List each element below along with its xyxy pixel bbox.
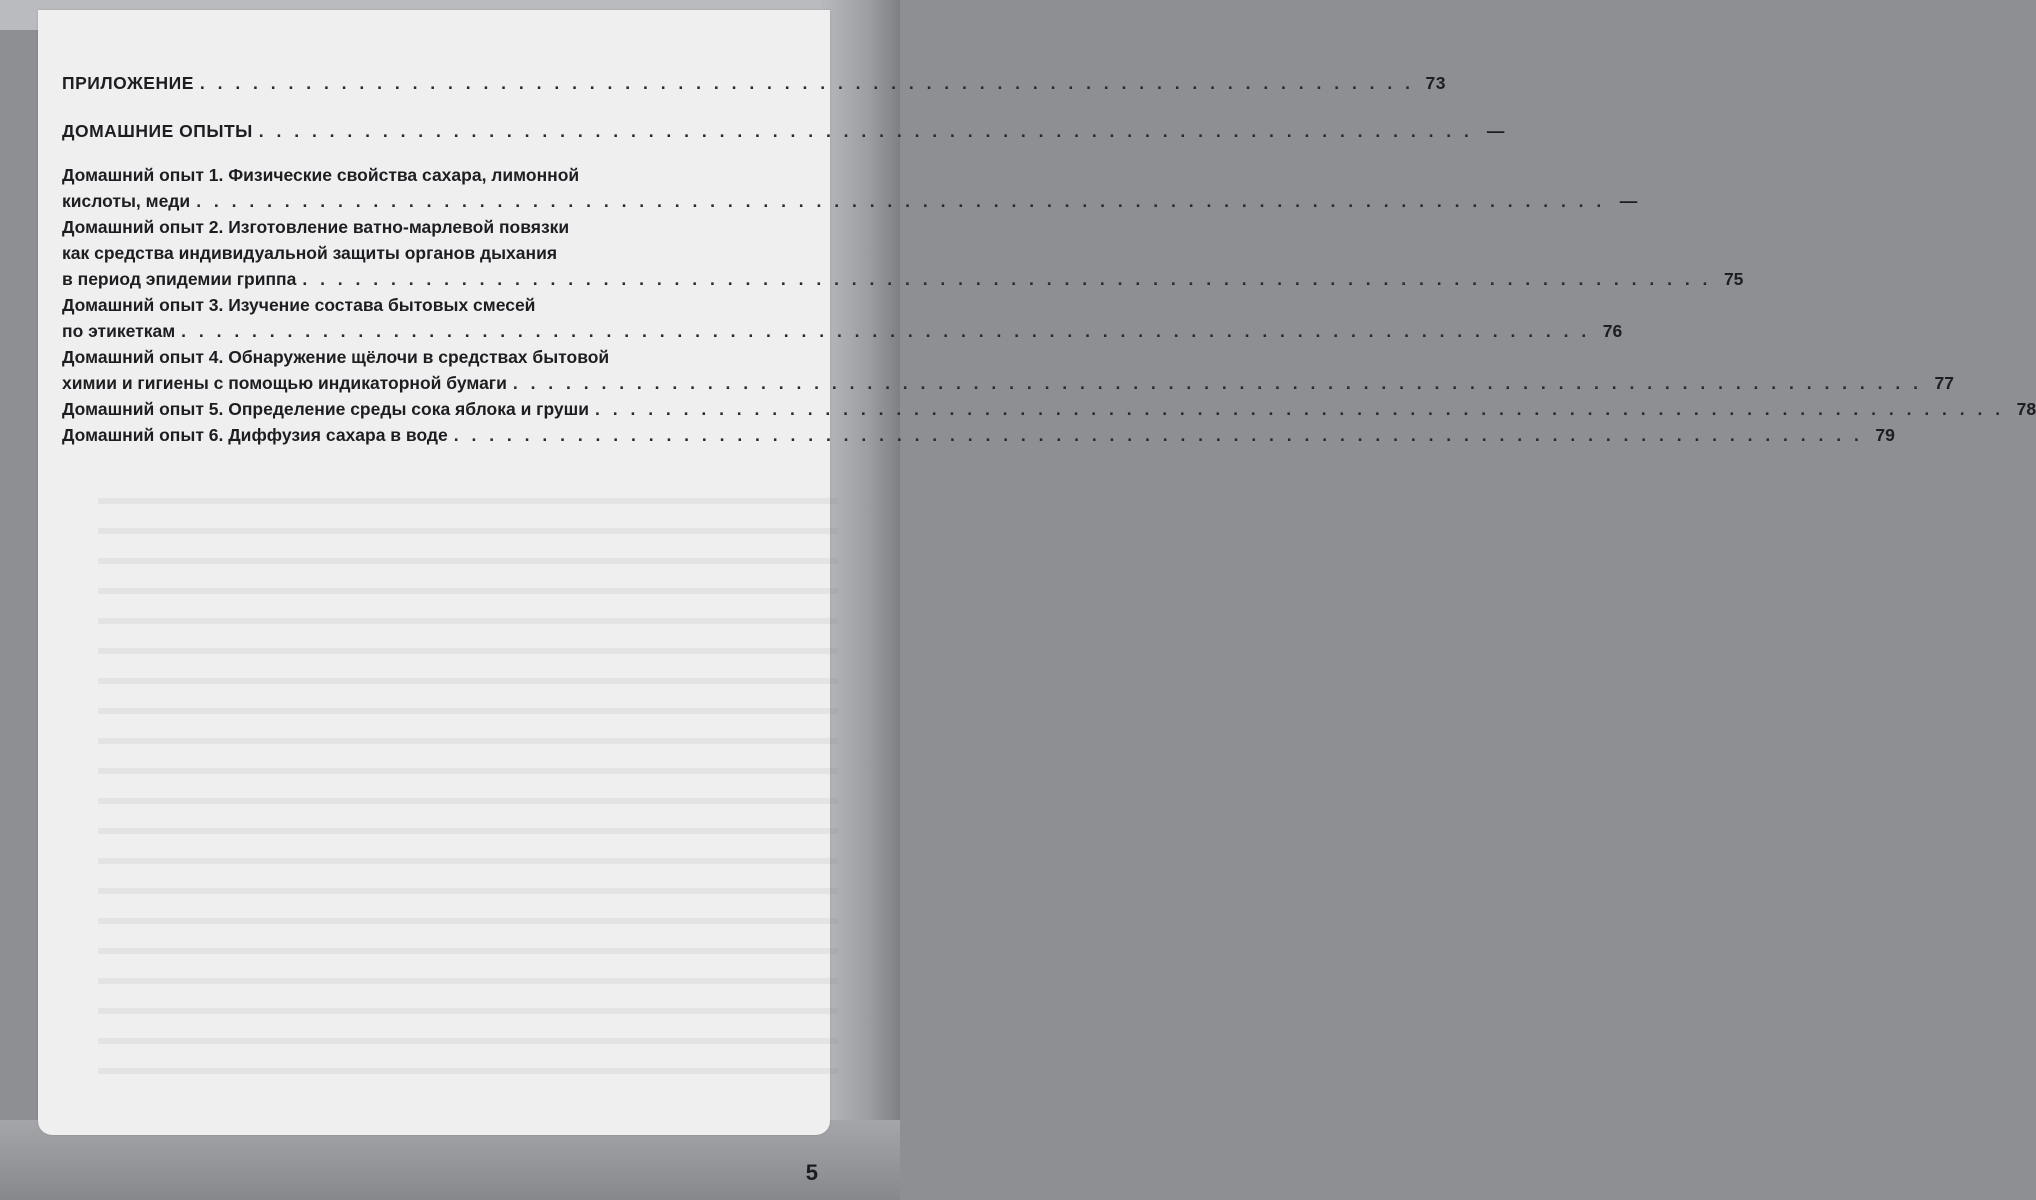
- toc-appendix-page: 73: [1425, 73, 1446, 93]
- toc-entry-page: 79: [1875, 425, 1895, 445]
- toc-entry-last-line: [62, 188, 1638, 214]
- toc-entry: [62, 162, 1638, 214]
- toc-entry: [62, 292, 1623, 344]
- toc-entry-last-line: [62, 318, 1623, 344]
- toc-entry-page: —: [1619, 191, 1638, 211]
- toc-home-experiments: [62, 118, 1505, 144]
- toc-entry-text: по этикеткам: [62, 321, 176, 341]
- table-of-contents: [62, 70, 2036, 448]
- toc-entry-line: Домашний опыт 1. Физические свойства сахара, лимонной: [62, 165, 580, 185]
- toc-entry-page: 75: [1723, 269, 1744, 289]
- toc-entry-page: 76: [1602, 321, 1623, 341]
- toc-entry: [62, 214, 1744, 292]
- toc-entry-last-line: [62, 370, 1954, 396]
- toc-entries: [62, 162, 2036, 448]
- toc-entry: [62, 422, 1895, 448]
- leader-dots: . . . . . . . . . . . . . . . . . . . . . . . . . . . . . . . . . . . . . . . . . . . . . . . . . . . . . . . . . . . . . . . . . . . . . . . . . . . . . . . .: [302, 269, 1712, 289]
- leader-dots: . . . . . . . . . . . . . . . . . . . . . . . . . . . . . . . . . . . . . . . . . . . . . . . . . . . . . . . . . . . . . . . . . . . . . . . . . . . . . . . .: [181, 321, 1591, 341]
- toc-appendix: [62, 70, 1446, 96]
- toc-entry-text: Домашний опыт 5. Определение среды сока яблока и груши: [62, 399, 590, 419]
- toc-appendix-title: ПРИЛОЖЕНИЕ: [62, 73, 194, 93]
- toc-entry-last-line: [62, 422, 1895, 448]
- toc-entry-line: Домашний опыт 3. Изучение состава бытовых смесей: [62, 295, 536, 315]
- toc-home-experiments-title: ДОМАШНИЕ ОПЫТЫ: [62, 121, 253, 141]
- toc-entry-line: Домашний опыт 2. Изготовление ватно-марлевой повязки: [62, 217, 570, 237]
- toc-entry-page: 78: [2016, 399, 2036, 419]
- bleed-through-text: [98, 480, 838, 1080]
- leader-dots: . . . . . . . . . . . . . . . . . . . . . . . . . . . . . . . . . . . . . . . . . . . . . . . . . . . . . . . . . . . . . . . . . . . . . . . . . . . . . . . .: [595, 399, 2005, 419]
- toc-home-experiments-page: —: [1486, 121, 1505, 141]
- toc-entry-text: кислоты, меди: [62, 191, 191, 211]
- toc-entry: [62, 396, 2036, 422]
- toc-entry-text: Домашний опыт 6. Диффузия сахара в воде: [62, 425, 448, 445]
- leader-dots: . . . . . . . . . . . . . . . . . . . . . . . . . . . . . . . . . . . . . . . . . . . . . . . . . . . . . . . . . . . . . . . . . . . . . . . . . . . . . . . .: [512, 373, 1922, 393]
- leader-dots: . . . . . . . . . . . . . . . . . . . . . . . . . . . . . . . . . . . . . . . . . . . . . . . . . . . . . . . . . . . . . . . . . . . . . . . . . . . . . . . .: [453, 425, 1863, 445]
- toc-entry-last-line: [62, 266, 1744, 292]
- toc-entry-line: как средства индивидуальной защиты органов дыхания: [62, 243, 558, 263]
- toc-entry-page: 77: [1934, 373, 1954, 393]
- leader-dots: . . . . . . . . . . . . . . . . . . . . . . . . . . . . . . . . . . . . . . . . . . . . . . . . . . . . . . . . . . . . . . . . . . . . . . . . . . . . . . . .: [196, 191, 1606, 211]
- toc-entry-line: Домашний опыт 4. Обнаружение щёлочи в средствах бытовой: [62, 347, 610, 367]
- toc-entry-last-line: [62, 396, 2036, 422]
- toc-entry-text: в период эпидемии гриппа: [62, 269, 297, 289]
- leader-dots: . . . . . . . . . . . . . . . . . . . . . . . . . . . . . . . . . . . . . . . . . . . . . . . . . . . . . . . . . . . . . . . . . . . . .: [199, 73, 1414, 93]
- page-number: 5: [805, 1160, 818, 1185]
- leader-dots: . . . . . . . . . . . . . . . . . . . . . . . . . . . . . . . . . . . . . . . . . . . . . . . . . . . . . . . . . . . . . . . . . . . . .: [258, 121, 1473, 141]
- toc-entry-text: химии и гигиены с помощью индикаторной бумаги: [62, 373, 507, 393]
- toc-entry: [62, 344, 1954, 396]
